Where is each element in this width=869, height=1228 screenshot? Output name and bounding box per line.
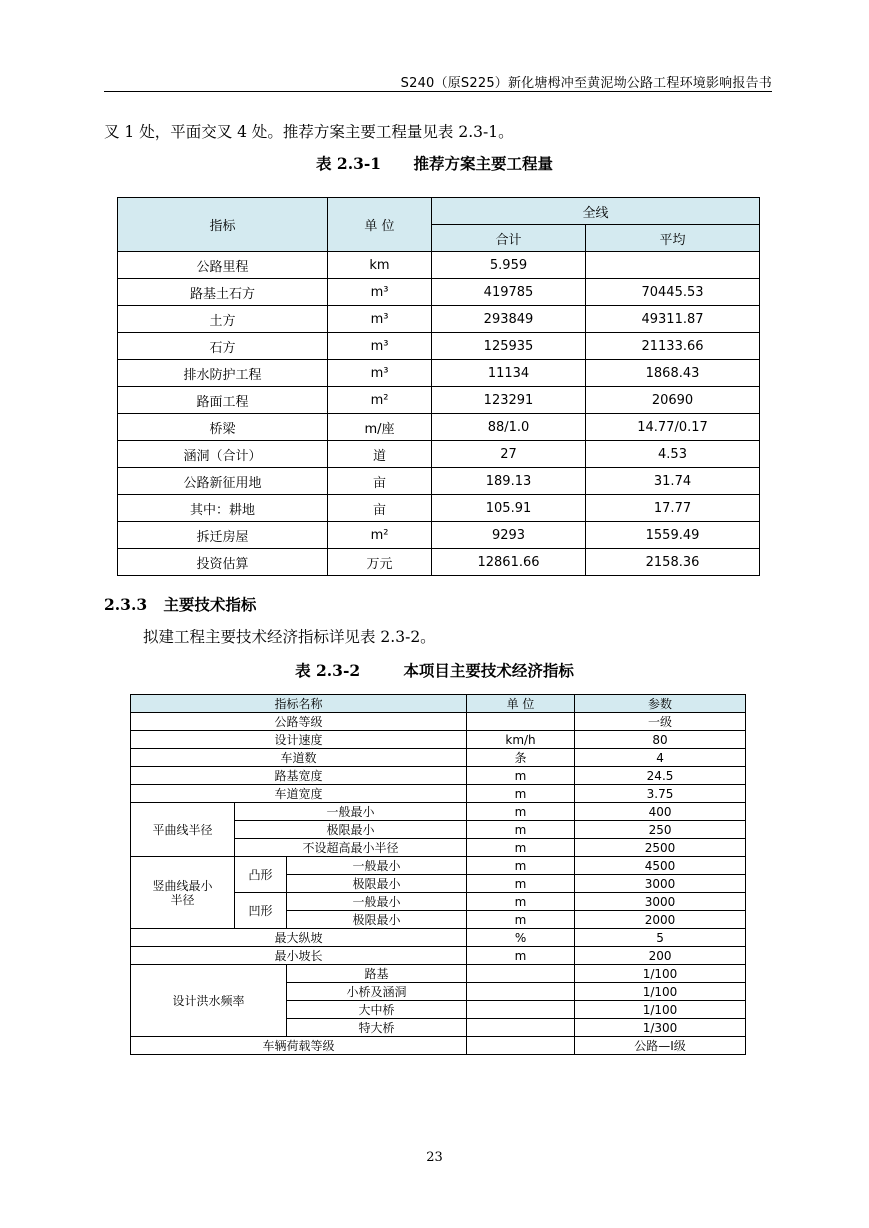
table-row: [118, 441, 760, 468]
table-row: 凹形 一般最小 m 3000: [131, 893, 746, 911]
convex-label: 凸形: [235, 857, 287, 893]
engineering-quantity-table: [117, 197, 760, 576]
table-row: 小桥及涵洞 1/100: [131, 983, 746, 1001]
cell-unit: m³: [328, 306, 432, 333]
table1-caption: 表 2.3-1 推荐方案主要工程量: [316, 154, 553, 173]
cell-avg: 17.77: [586, 495, 760, 522]
table2-caption: 表 2.3-2 本项目主要技术经济指标: [295, 661, 574, 680]
cell-name: 其中：耕地: [118, 495, 328, 522]
cell-unit: m³: [328, 333, 432, 360]
cell-name: 排水防护工程: [118, 360, 328, 387]
section-number: 2.3.3: [104, 595, 148, 614]
cell-name: 涵洞（合计）: [118, 441, 328, 468]
table-row: [118, 468, 760, 495]
cell-avg: [586, 252, 760, 279]
cell-name: 路面工程: [118, 387, 328, 414]
cell-unit: m³: [328, 360, 432, 387]
cell-unit: 亩: [328, 468, 432, 495]
cell-name: 拆迁房屋: [118, 522, 328, 549]
table-row: 车道数 条 4: [131, 749, 746, 767]
cell-avg: 70445.53: [586, 279, 760, 306]
cell-name: 土方: [118, 306, 328, 333]
table-row: [118, 360, 760, 387]
table-row: 设计洪水频率 路基 1/100: [131, 965, 746, 983]
vertical-curve-label: 竖曲线最小半径: [131, 857, 235, 929]
table-row: 极限最小 m 2000: [131, 911, 746, 929]
table-row: 特大桥 1/300: [131, 1019, 746, 1037]
table-row: [118, 387, 760, 414]
plane-curve-label: 平曲线半径: [131, 803, 235, 857]
table-row: [118, 414, 760, 441]
table-row: [118, 333, 760, 360]
cell-name: 路基土石方: [118, 279, 328, 306]
cell-unit: m/座: [328, 414, 432, 441]
header-indicator-name: 指标名称: [131, 695, 467, 713]
cell-avg: 2158.36: [586, 549, 760, 576]
table-row: [118, 522, 760, 549]
header-whole-line: 全线: [432, 198, 760, 225]
cell-unit: m²: [328, 522, 432, 549]
table-row: 极限最小 m 250: [131, 821, 746, 839]
cell-unit: m²: [328, 387, 432, 414]
intro-paragraph: 叉 1 处，平面交叉 4 处。推荐方案主要工程量见表 2.3-1。: [104, 123, 514, 141]
table-row: 不设超高最小半径 m 2500: [131, 839, 746, 857]
cell-total: 27: [432, 441, 586, 468]
cell-unit: 道: [328, 441, 432, 468]
cell-name: 石方: [118, 333, 328, 360]
cell-total: 9293: [432, 522, 586, 549]
cell-unit: 万元: [328, 549, 432, 576]
table-row: 大中桥 1/100: [131, 1001, 746, 1019]
header-indicator: 指标: [118, 198, 328, 252]
table-row: 极限最小 m 3000: [131, 875, 746, 893]
cell-total: 189.13: [432, 468, 586, 495]
table-row: 竖曲线最小半径 凸形 一般最小 m 4500: [131, 857, 746, 875]
cell-avg: 1559.49: [586, 522, 760, 549]
table-row: 最大纵坡 % 5: [131, 929, 746, 947]
cell-total: 12861.66: [432, 549, 586, 576]
section-paragraph: 拟建工程主要技术经济指标详见表 2.3-2。: [143, 628, 436, 646]
cell-name: 桥梁: [118, 414, 328, 441]
header-rule: [104, 91, 772, 92]
cell-unit: 亩: [328, 495, 432, 522]
table-row: 车道宽度 m 3.75: [131, 785, 746, 803]
table-row: 设计速度 km/h 80: [131, 731, 746, 749]
header-param: 参数: [575, 695, 746, 713]
cell-name: 公路新征用地: [118, 468, 328, 495]
cell-avg: 20690: [586, 387, 760, 414]
flood-frequency-label: 设计洪水频率: [131, 965, 287, 1037]
table-row: 平曲线半径 一般最小 m 400: [131, 803, 746, 821]
cell-name: 公路里程: [118, 252, 328, 279]
page-header: S240（原S225）新化塘栂冲至黄泥坳公路工程环境影响报告书: [400, 76, 772, 91]
technical-indicator-table: [130, 694, 746, 1055]
section-heading: [104, 593, 256, 615]
cell-avg: 21133.66: [586, 333, 760, 360]
header-total: 合计: [432, 225, 586, 252]
table-row: [118, 279, 760, 306]
header-unit: 单 位: [467, 695, 575, 713]
cell-total: 88/1.0: [432, 414, 586, 441]
cell-total: 11134: [432, 360, 586, 387]
header-unit: 单 位: [328, 198, 432, 252]
cell-total: 5.959: [432, 252, 586, 279]
table-row: [118, 306, 760, 333]
table-row: 最小坡长 m 200: [131, 947, 746, 965]
table-row: [118, 495, 760, 522]
table-row: 路基宽度 m 24.5: [131, 767, 746, 785]
cell-avg: 49311.87: [586, 306, 760, 333]
cell-avg: 4.53: [586, 441, 760, 468]
table-row: [118, 549, 760, 576]
cell-total: 293849: [432, 306, 586, 333]
section-title: 主要技术指标: [163, 595, 257, 614]
table-row: [118, 252, 760, 279]
cell-total: 125935: [432, 333, 586, 360]
cell-avg: 31.74: [586, 468, 760, 495]
cell-avg: 14.77/0.17: [586, 414, 760, 441]
cell-total: 419785: [432, 279, 586, 306]
page-number: 23: [426, 1150, 443, 1165]
concave-label: 凹形: [235, 893, 287, 929]
cell-total: 123291: [432, 387, 586, 414]
cell-total: 105.91: [432, 495, 586, 522]
cell-unit: m³: [328, 279, 432, 306]
table-row: 车辆荷载等级 公路—Ⅰ级: [131, 1037, 746, 1055]
cell-unit: km: [328, 252, 432, 279]
cell-avg: 1868.43: [586, 360, 760, 387]
table-row: 公路等级 一级: [131, 713, 746, 731]
cell-name: 投资估算: [118, 549, 328, 576]
header-average: 平均: [586, 225, 760, 252]
